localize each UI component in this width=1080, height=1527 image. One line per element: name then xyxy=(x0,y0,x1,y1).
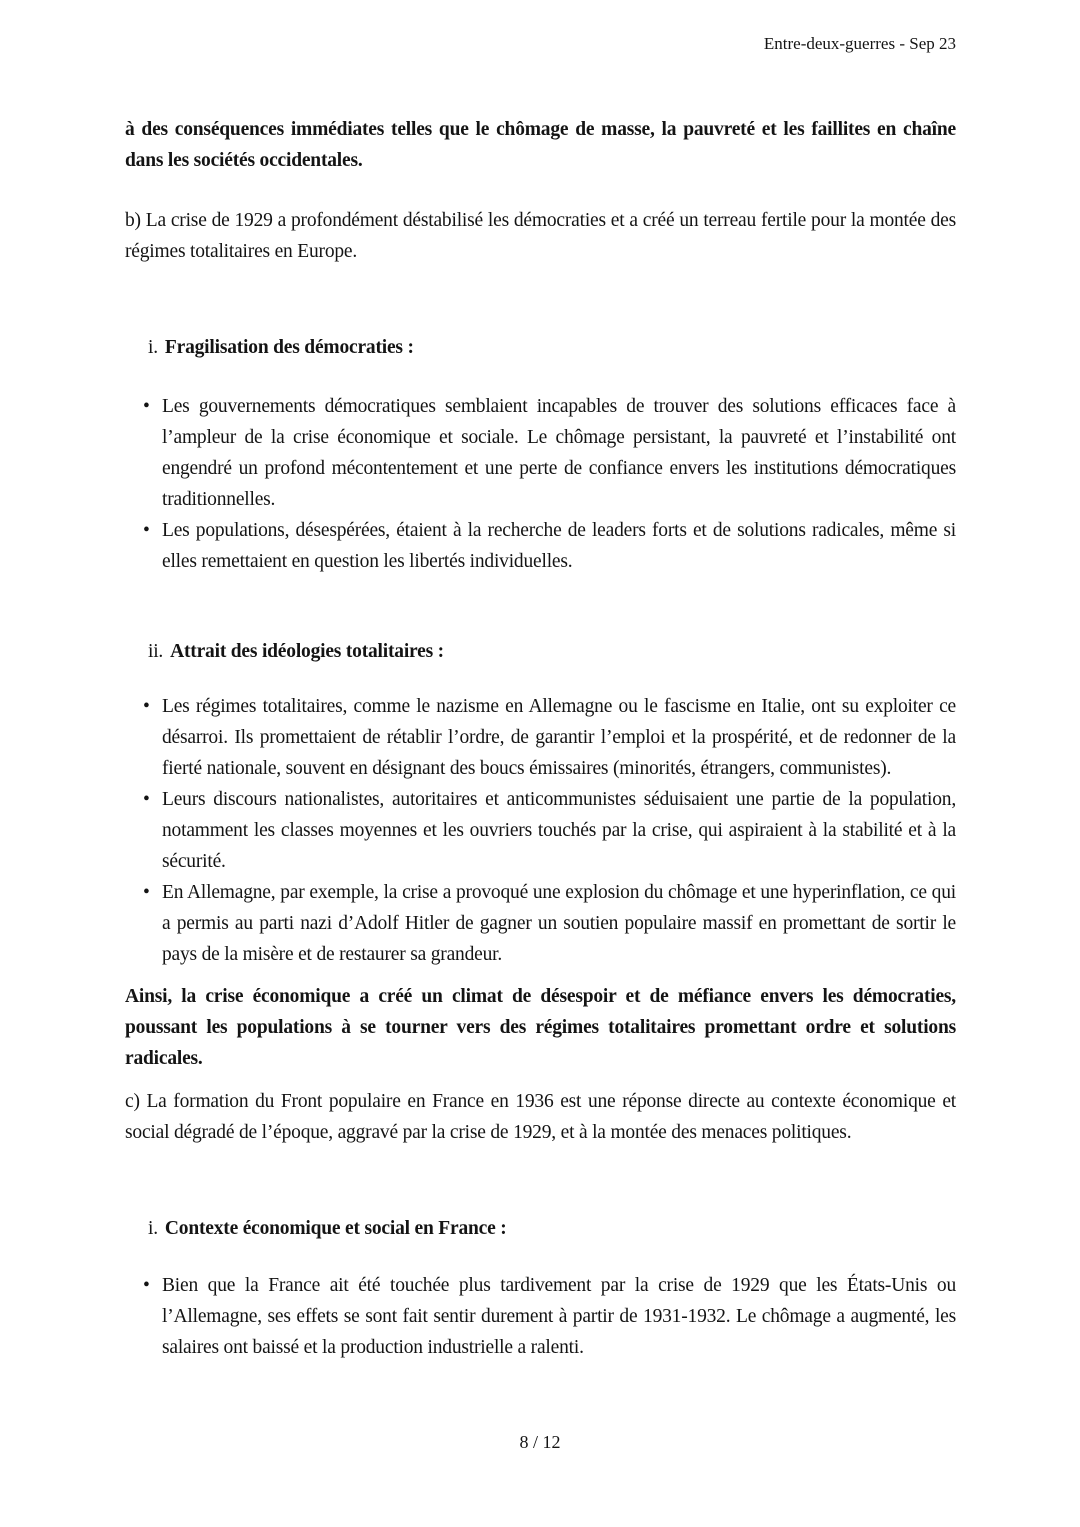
section-heading-attrait xyxy=(125,636,956,667)
bullet-list-contexte xyxy=(125,1270,956,1363)
paragraph-intro-bold: à des conséquences immédiates telles que le chômage de masse, la pauvreté et les faillites en chaîne dans les sociétés occidentales. xyxy=(125,119,956,171)
page-header xyxy=(125,0,956,54)
section-numeral: i. xyxy=(148,337,158,358)
page-number: 8 / 12 xyxy=(519,1432,561,1452)
paragraph-c: c) La formation du Front populaire en France en 1936 est une réponse directe au contexte économique et social dégradé de l’époque, aggravé par la crise de 1929, et à la montée des menaces politiques. xyxy=(125,1091,956,1143)
section-numeral: i. xyxy=(148,1218,158,1239)
section-title: Attrait des idéologies totalitaires : xyxy=(170,641,444,662)
header-title: Entre-deux-guerres - Sep 23 xyxy=(763,34,956,53)
paragraph-conclusion-bold: Ainsi, la crise économique a créé un climat de désespoir et de méfiance envers les démocraties, poussant les populations à se tourner vers des régimes totalitaires promettant ordre et solutions radicales. xyxy=(125,986,956,1069)
section-numeral: ii. xyxy=(148,641,164,662)
paragraph-b: b) La crise de 1929 a profondément déstabilisé les démocraties et a créé un terreau fertile pour la montée des régimes totalitaires en Europe. xyxy=(125,210,956,262)
section-heading-contexte xyxy=(125,1213,956,1244)
section-title: Fragilisation des démocraties : xyxy=(164,337,414,358)
list-item: • Les régimes totalitaires, comme le nazisme en Allemagne ou le fascisme en Italie, ont su exploiter ce désarroi. Ils promettaient de rétablir l’ordre, de garantir l’emploi et la prospérité, et de redonner de la fierté nationale, souvent en désignant des boucs émissaires (minorités, étrangers, communistes). xyxy=(162,691,956,784)
section-heading-fragilisation xyxy=(125,332,956,363)
page-footer xyxy=(0,1431,1080,1454)
list-item: • En Allemagne, par exemple, la crise a provoqué une explosion du chômage et une hyperinflation, ce qui a permis au parti nazi d’Adolf Hitler de gagner un soutien populaire massif en promettant de sortir le pays de la misère et de restaurer sa grandeur. xyxy=(162,877,956,970)
bullet-list-fragilisation xyxy=(125,391,956,577)
list-item: • Les populations, désespérées, étaient à la recherche de leaders forts et de solutions radicales, même si elles remettaient en question les libertés individuelles. xyxy=(162,515,956,577)
list-item: • Bien que la France ait été touchée plus tardivement par la crise de 1929 que les États-Unis ou l’Allemagne, ses effets se sont fait sentir durement à partir de 1931-1932. Le chômage a augmenté, les salaires ont baissé et la production industrielle a ralenti. xyxy=(162,1270,956,1363)
bullet-list-attrait xyxy=(125,691,956,970)
list-item: • Leurs discours nationalistes, autoritaires et anticommunistes séduisaient une partie de la population, notamment les classes moyennes et les ouvriers touchés par la crise, qui aspiraient à la stabilité et à la sécurité. xyxy=(162,784,956,877)
section-title: Contexte économique et social en France : xyxy=(164,1218,507,1239)
list-item: • Les gouvernements démocratiques semblaient incapables de trouver des solutions efficaces face à l’ampleur de la crise économique et sociale. Le chômage persistant, la pauvreté et l’instabilité ont engendré un profond mécontentement et une perte de confiance envers les institutions démocratiques traditionnelles. xyxy=(162,391,956,515)
